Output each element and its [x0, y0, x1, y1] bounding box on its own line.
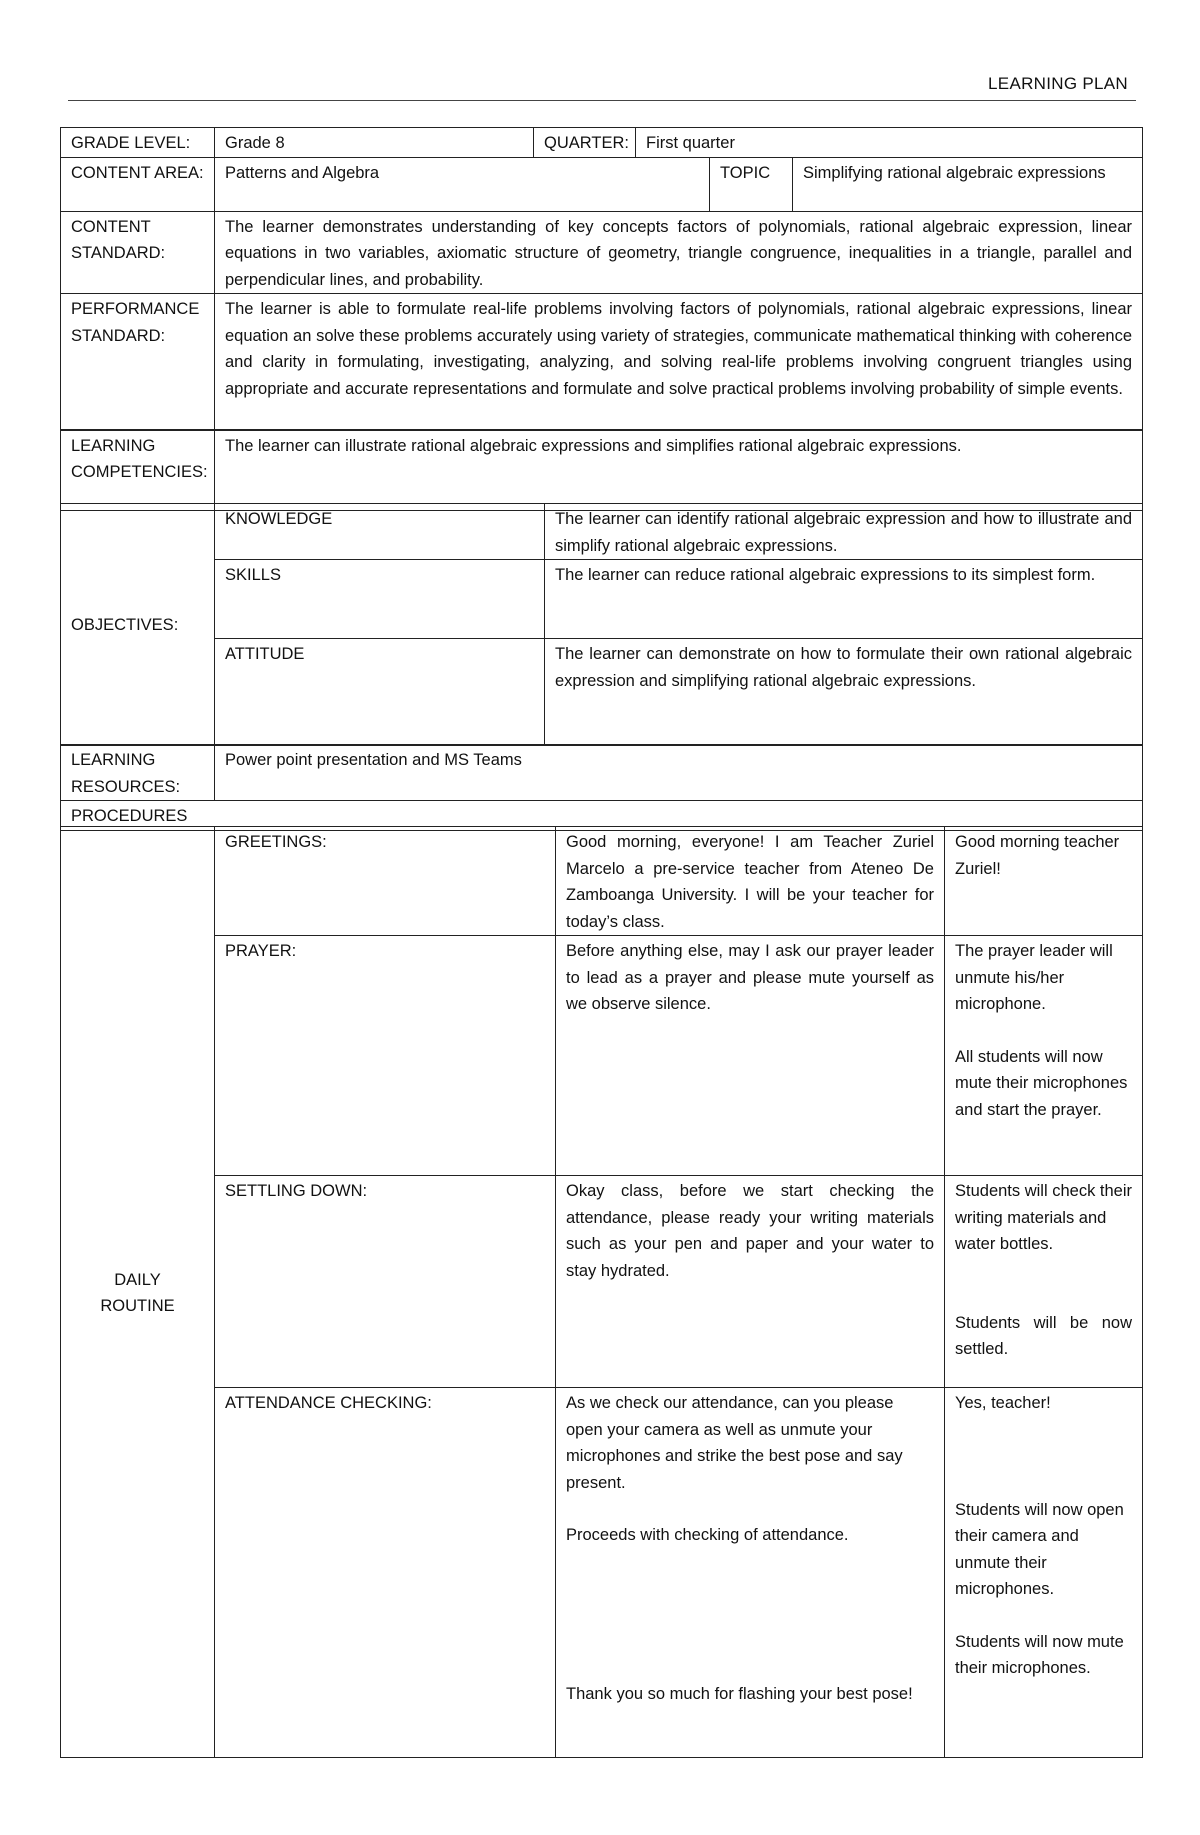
grade-label: GRADE LEVEL:: [61, 128, 215, 158]
skills-value: The learner can reduce rational algebraic expressions to its simplest form.: [545, 560, 1143, 639]
page-title: LEARNING PLAN: [988, 74, 1128, 93]
attitude-label: ATTITUDE: [215, 639, 545, 746]
knowledge-label: KNOWLEDGE: [215, 504, 545, 560]
quarter-label: QUARTER:: [534, 128, 636, 158]
attitude-value: The learner can demonstrate on how to formulate their own rational algebraic expression and simplifying rational algebraic expressions.: [545, 639, 1143, 746]
greetings-label: GREETINGS:: [215, 827, 556, 936]
settling-label: SETTLING DOWN:: [215, 1176, 556, 1388]
resources-value: Power point presentation and MS Teams: [215, 745, 1143, 801]
grade-value: Grade 8: [215, 128, 534, 158]
topic-value: Simplifying rational algebraic expressions: [793, 157, 1143, 211]
content-standard-label: CONTENT STANDARD:: [61, 211, 215, 294]
info-table: [60, 127, 1143, 511]
attendance-label: ATTENDANCE CHECKING:: [215, 1388, 556, 1758]
prayer-label: PRAYER:: [215, 936, 556, 1176]
objectives-table: [60, 503, 1143, 746]
daily-routine-table: [60, 826, 1143, 1758]
greetings-teacher: Good morning, everyone! I am Teacher Zuriel Marcelo a pre-service teacher from Ateneo De Zamboanga University. I will be your teacher for today’s class.: [556, 827, 945, 936]
performance-standard-value: The learner is able to formulate real-life problems involving factors of polynomials, rational algebraic expressions, linear equation an solve these problems accurately using variety of strategies, communicate mathematical thinking with coherence and clarity in formulating, investigating, analyzing, and solving real-life problems involving congruent triangles using appropriate and accurate representations and formulate and solve practical problems involving probability of simple events.: [215, 294, 1143, 430]
topic-label: TOPIC: [710, 157, 793, 211]
daily-routine-label: DAILY ROUTINE: [61, 827, 215, 1758]
attendance-student: Yes, teacher! Students will now open their camera and unmute their microphones. Students will now mute their microphones.: [945, 1388, 1143, 1758]
settling-student: Students will check their writing materials and water bottles. Students will be now settled.: [945, 1176, 1143, 1388]
resources-label: LEARNING RESOURCES:: [61, 745, 215, 801]
greetings-student: Good morning teacher Zuriel!: [945, 827, 1143, 936]
content-area-value: Patterns and Algebra: [215, 157, 710, 211]
procedures-label: PROCEDURES: [61, 801, 1143, 831]
knowledge-value: The learner can identify rational algebraic expression and how to illustrate and simplify rational algebraic expressions.: [545, 504, 1143, 560]
attendance-teacher: As we check our attendance, can you please open your camera as well as unmute your microphones and strike the best pose and say present. Proceeds with checking of attendance. Thank you so much for flashing your best pose!: [556, 1388, 945, 1758]
skills-label: SKILLS: [215, 560, 545, 639]
prayer-teacher: Before anything else, may I ask our prayer leader to lead as a prayer and please mute yourself as we observe silence.: [556, 936, 945, 1176]
objectives-label: OBJECTIVES:: [61, 504, 215, 746]
page-header: [68, 72, 1136, 101]
resources-table: [60, 744, 1143, 831]
competencies-label: LEARNING COMPETENCIES:: [61, 430, 215, 511]
competencies-value: The learner can illustrate rational algebraic expressions and simplifies rational algebraic expressions.: [215, 430, 1143, 511]
quarter-value: First quarter: [636, 128, 1143, 158]
prayer-student: The prayer leader will unmute his/her microphone. All students will now mute their microphones and start the prayer.: [945, 936, 1143, 1176]
content-area-label: CONTENT AREA:: [61, 157, 215, 211]
content-standard-value: The learner demonstrates understanding of key concepts factors of polynomials, rational algebraic expression, linear equations in two variables, axiomatic structure of geometry, triangle congruence, inequalities in a triangle, parallel and perpendicular lines, and probability.: [215, 211, 1143, 294]
settling-teacher: Okay class, before we start checking the attendance, please ready your writing materials such as your pen and paper and your water to stay hydrated.: [556, 1176, 945, 1388]
performance-standard-label: PERFORMANCE STANDARD:: [61, 294, 215, 430]
